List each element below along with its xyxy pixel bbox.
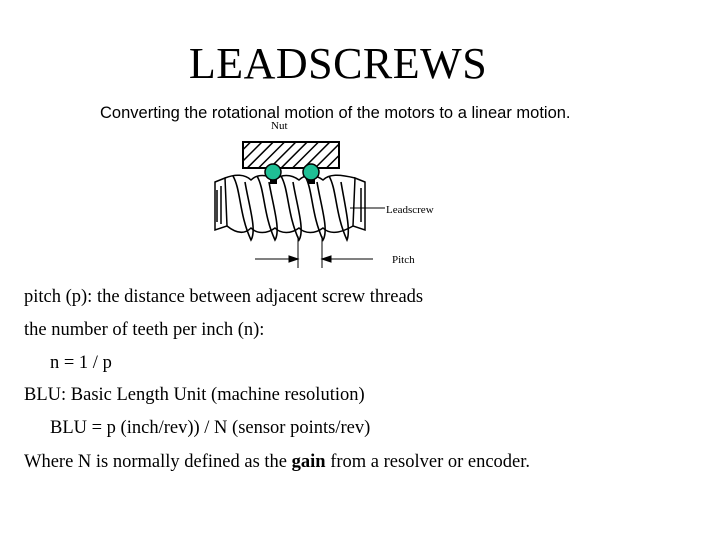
- teeth-per-inch-label: the number of teeth per inch (n):: [24, 320, 265, 340]
- slide-subtitle: Converting the rotational motion of the motors to a linear motion.: [100, 104, 571, 122]
- nut-block: [243, 142, 339, 168]
- gain-term: gain: [291, 452, 326, 472]
- gain-note-after: from a resolver or encoder.: [325, 452, 531, 472]
- gain-note: [24, 452, 530, 473]
- pitch-dimension: [255, 236, 373, 268]
- ball-bearing-left: [265, 164, 281, 180]
- slide-title: LEADSCREWS: [188, 39, 488, 88]
- ball-bearing-right: [303, 164, 319, 180]
- screw-shaft: [215, 175, 365, 232]
- screw-threads: [233, 176, 348, 240]
- blu-definition: BLU: Basic Length Unit (machine resolution): [24, 385, 365, 405]
- blu-formula: BLU = p (inch/rev)) / N (sensor points/rev): [50, 418, 371, 438]
- leadscrew-label: Leadscrew: [386, 204, 434, 216]
- gain-note-before: Where N is normally defined as the: [24, 452, 292, 472]
- nut-label: Nut: [271, 120, 288, 132]
- leadscrew-diagram: [205, 130, 405, 270]
- pitch-definition: pitch (p): the distance between adjacent screw threads: [24, 287, 424, 307]
- teeth-formula: n = 1 / p: [50, 353, 112, 373]
- pitch-label: Pitch: [392, 254, 415, 266]
